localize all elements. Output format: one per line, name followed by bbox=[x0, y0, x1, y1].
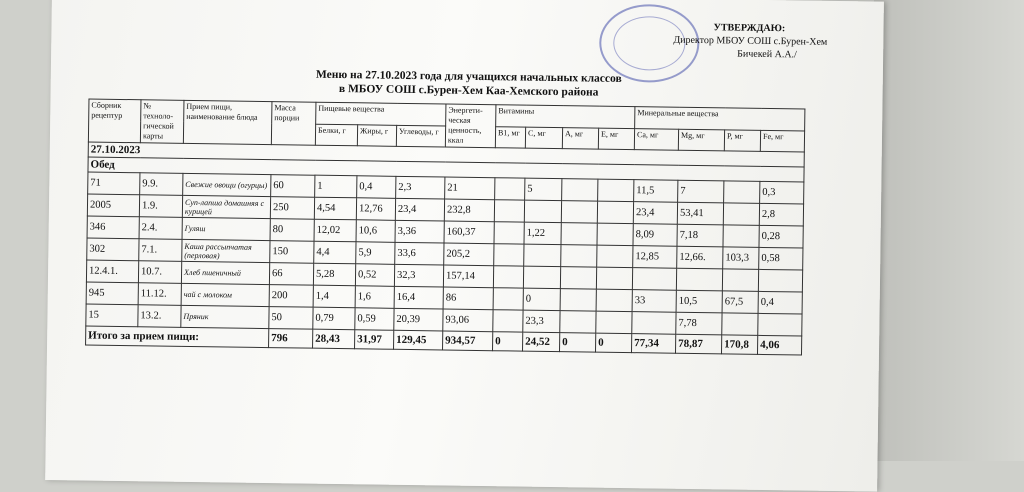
table-cell: 67,5 bbox=[722, 291, 758, 314]
table-cell: 15 bbox=[86, 304, 138, 327]
table-cell bbox=[632, 268, 676, 291]
table-cell: 1,4 bbox=[313, 285, 355, 308]
total-cell: 24,52 bbox=[523, 332, 560, 352]
table-cell bbox=[561, 223, 597, 246]
table-cell: 7,78 bbox=[676, 312, 722, 335]
table-cell: 12,02 bbox=[314, 219, 356, 242]
total-cell: 170,8 bbox=[722, 335, 758, 355]
total-cell: 77,34 bbox=[632, 334, 676, 354]
table-cell: 302 bbox=[87, 238, 139, 261]
table-cell bbox=[493, 288, 523, 310]
header-sub: А, мг bbox=[562, 127, 598, 149]
header-sub: Р, мг bbox=[724, 129, 760, 151]
table-cell: 346 bbox=[87, 216, 139, 239]
table-cell: 2,8 bbox=[759, 203, 803, 226]
menu-document bbox=[45, 0, 884, 492]
table-cell: 12,85 bbox=[633, 246, 677, 269]
document-title bbox=[299, 67, 639, 100]
table-cell: 1.9. bbox=[139, 195, 182, 218]
header-row-1 bbox=[89, 99, 805, 130]
table-cell bbox=[560, 289, 596, 312]
table-cell: 32,3 bbox=[394, 264, 443, 287]
table-cell: 12.4.1. bbox=[86, 260, 138, 283]
total-cell: 78,87 bbox=[676, 334, 722, 354]
table-cell: 0,4 bbox=[758, 291, 802, 314]
dish-name: Свежие овощи (огурцы) bbox=[183, 173, 271, 196]
table-cell bbox=[597, 223, 633, 246]
dish-name: чай с молоком bbox=[181, 283, 269, 306]
table-cell: 23,4 bbox=[633, 202, 677, 225]
header-dish: Прием пищи, наименование блюда bbox=[183, 100, 272, 144]
menu-table bbox=[85, 99, 805, 356]
table-cell bbox=[561, 245, 597, 268]
table-cell bbox=[722, 313, 758, 336]
table-cell bbox=[676, 268, 722, 291]
table-cell bbox=[494, 222, 524, 244]
total-label: Итого за прием пищи: bbox=[86, 326, 269, 348]
table-cell: 250 bbox=[270, 197, 314, 220]
table-cell: 0,3 bbox=[760, 181, 804, 204]
total-cell: 31,97 bbox=[355, 330, 394, 350]
header-sub: Са, мг bbox=[634, 128, 678, 150]
total-cell: 28,43 bbox=[313, 329, 355, 349]
table-cell bbox=[632, 312, 676, 335]
table-cell: 10,5 bbox=[676, 290, 722, 313]
table-cell: 93,06 bbox=[443, 309, 493, 332]
table-cell: 12,76 bbox=[356, 198, 395, 221]
header-sub: В1, мг bbox=[495, 126, 525, 148]
title-line1: Меню на 27.10.2023 года для учащихся начальных классов bbox=[315, 68, 622, 85]
table-cell: 103,3 bbox=[723, 247, 759, 270]
total-cell: 796 bbox=[269, 329, 313, 349]
table-cell: 1,6 bbox=[355, 286, 394, 309]
table-cell: 5,9 bbox=[356, 242, 395, 265]
approval-line1: Директор МБОУ СОШ с.Бурен-Хем bbox=[673, 34, 828, 48]
table-cell bbox=[561, 201, 597, 224]
table-cell: 4,4 bbox=[314, 241, 356, 264]
table-cell: 205,2 bbox=[444, 243, 494, 266]
table-cell bbox=[493, 266, 523, 288]
table-cell bbox=[494, 200, 524, 222]
table-cell bbox=[598, 179, 634, 202]
table-cell bbox=[560, 267, 596, 290]
header-energy: Энергети-ческая ценность, ккал bbox=[445, 104, 496, 148]
dish-name: Пряник bbox=[181, 305, 269, 328]
table-cell: 0,58 bbox=[759, 247, 803, 270]
table-cell: 66 bbox=[269, 263, 313, 286]
header-sub: Углеводы, г bbox=[396, 125, 445, 147]
table-cell: 5,28 bbox=[313, 263, 355, 286]
table-cell: 11,5 bbox=[634, 180, 678, 203]
table-cell bbox=[524, 244, 561, 267]
table-cell: 50 bbox=[269, 307, 313, 330]
table-cell: 0 bbox=[523, 288, 560, 311]
total-cell: 0 bbox=[493, 332, 523, 351]
total-cell: 0 bbox=[596, 333, 632, 353]
table-cell: 9.9. bbox=[140, 173, 183, 196]
table-cell bbox=[596, 267, 632, 290]
table-cell: 5 bbox=[525, 178, 562, 201]
table-cell: 0,28 bbox=[759, 225, 803, 248]
table-cell: 53,41 bbox=[677, 202, 723, 225]
background-wall bbox=[874, 0, 1024, 461]
table-cell bbox=[493, 310, 523, 332]
table-cell: 160,37 bbox=[444, 221, 494, 244]
table-cell: 60 bbox=[271, 175, 315, 198]
approval-line2: Бичекей А.А./ bbox=[737, 48, 797, 61]
header-nutrients: Пищевые вещества bbox=[316, 102, 446, 125]
header-sub: Mg, мг bbox=[678, 129, 724, 151]
approval-title: УТВЕРЖДАЮ: bbox=[713, 22, 786, 35]
table-cell bbox=[597, 245, 633, 268]
header-minerals: Минеральные вещества bbox=[635, 107, 805, 131]
table-cell: 12,66. bbox=[677, 246, 723, 269]
table-cell bbox=[495, 178, 525, 200]
total-cell: 129,45 bbox=[394, 330, 443, 350]
dish-name: Гуляш bbox=[182, 217, 270, 240]
table-cell: 23,3 bbox=[523, 310, 560, 333]
table-cell: 10.7. bbox=[138, 261, 181, 284]
meal-name: Обед bbox=[88, 157, 804, 182]
table-cell: 3,36 bbox=[395, 220, 444, 243]
header-recipe-book: Сборник рецептур bbox=[88, 99, 141, 143]
table-cell: 33,6 bbox=[395, 242, 444, 265]
header-tech-card: № техноло-гической карты bbox=[140, 100, 184, 144]
table-cell: 4,54 bbox=[314, 197, 356, 220]
table-cell bbox=[562, 179, 598, 202]
dish-name: Каша рассыпчатая (перловая) bbox=[182, 239, 270, 262]
table-cell: 16,4 bbox=[394, 286, 443, 309]
header-vitamins: Витамины bbox=[496, 105, 635, 128]
table-cell: 33 bbox=[632, 290, 676, 313]
table-cell: 7.1. bbox=[139, 239, 182, 262]
header-sub: Е, мг bbox=[598, 128, 634, 150]
table-cell: 13.2. bbox=[138, 305, 181, 328]
table-cell bbox=[758, 269, 802, 292]
table-cell: 0,4 bbox=[357, 176, 396, 199]
table-cell: 200 bbox=[269, 285, 313, 308]
table-cell: 7,18 bbox=[677, 224, 723, 247]
table-cell: 86 bbox=[443, 287, 493, 310]
header-sub: С, мг bbox=[525, 127, 562, 149]
approval-block bbox=[673, 21, 827, 62]
table-cell: 0,79 bbox=[313, 307, 355, 330]
dish-rows bbox=[86, 172, 804, 336]
header-portion: Масса порции bbox=[271, 102, 316, 146]
header-sub: Белки, г bbox=[315, 124, 357, 146]
table-cell bbox=[596, 289, 632, 312]
table-cell bbox=[560, 311, 596, 334]
table-cell: 7 bbox=[678, 180, 724, 203]
table-cell: 20,39 bbox=[394, 308, 443, 331]
header-sub: Жиры, г bbox=[357, 124, 396, 146]
table-cell: 2,3 bbox=[396, 176, 445, 199]
table-cell: 23,4 bbox=[395, 198, 444, 221]
table-cell bbox=[523, 266, 560, 289]
table-cell: 945 bbox=[86, 282, 138, 305]
dish-name: Суп-лапша домашняя с курицей bbox=[182, 195, 270, 218]
total-cell: 934,57 bbox=[443, 331, 493, 351]
table-cell: 80 bbox=[270, 219, 314, 242]
table-cell: 11.12. bbox=[138, 283, 181, 306]
table-cell: 1 bbox=[315, 175, 357, 198]
table-cell: 232,8 bbox=[444, 199, 494, 222]
table-cell bbox=[724, 181, 760, 204]
table-cell: 0,59 bbox=[355, 308, 394, 331]
table-cell: 71 bbox=[88, 172, 140, 195]
header-sub: Fe, мг bbox=[760, 130, 804, 152]
table-cell: 157,14 bbox=[443, 265, 493, 288]
table-cell: 21 bbox=[445, 177, 495, 200]
table-cell bbox=[723, 203, 759, 226]
total-cell: 0 bbox=[560, 333, 596, 353]
table-cell bbox=[723, 225, 759, 248]
title-line2: в МБОУ СОШ с.Бурен-Хем Каа-Хемского района bbox=[338, 83, 599, 99]
menu-date: 27.10.2023 bbox=[88, 142, 804, 167]
table-cell: 2005 bbox=[87, 194, 139, 217]
table-cell bbox=[524, 200, 561, 223]
table-cell bbox=[758, 313, 802, 336]
table-cell: 1,22 bbox=[524, 222, 561, 245]
table-cell: 0,52 bbox=[355, 264, 394, 287]
table-cell bbox=[722, 269, 758, 292]
table-cell bbox=[597, 201, 633, 224]
table-cell bbox=[494, 244, 524, 266]
table-cell: 10,6 bbox=[356, 220, 395, 243]
table-cell bbox=[596, 311, 632, 334]
table-cell: 2.4. bbox=[139, 217, 182, 240]
table-cell: 150 bbox=[270, 241, 314, 264]
table-cell: 8,09 bbox=[633, 224, 677, 247]
dish-name: Хлеб пшеничный bbox=[181, 261, 269, 284]
total-cell: 4,06 bbox=[758, 335, 802, 355]
